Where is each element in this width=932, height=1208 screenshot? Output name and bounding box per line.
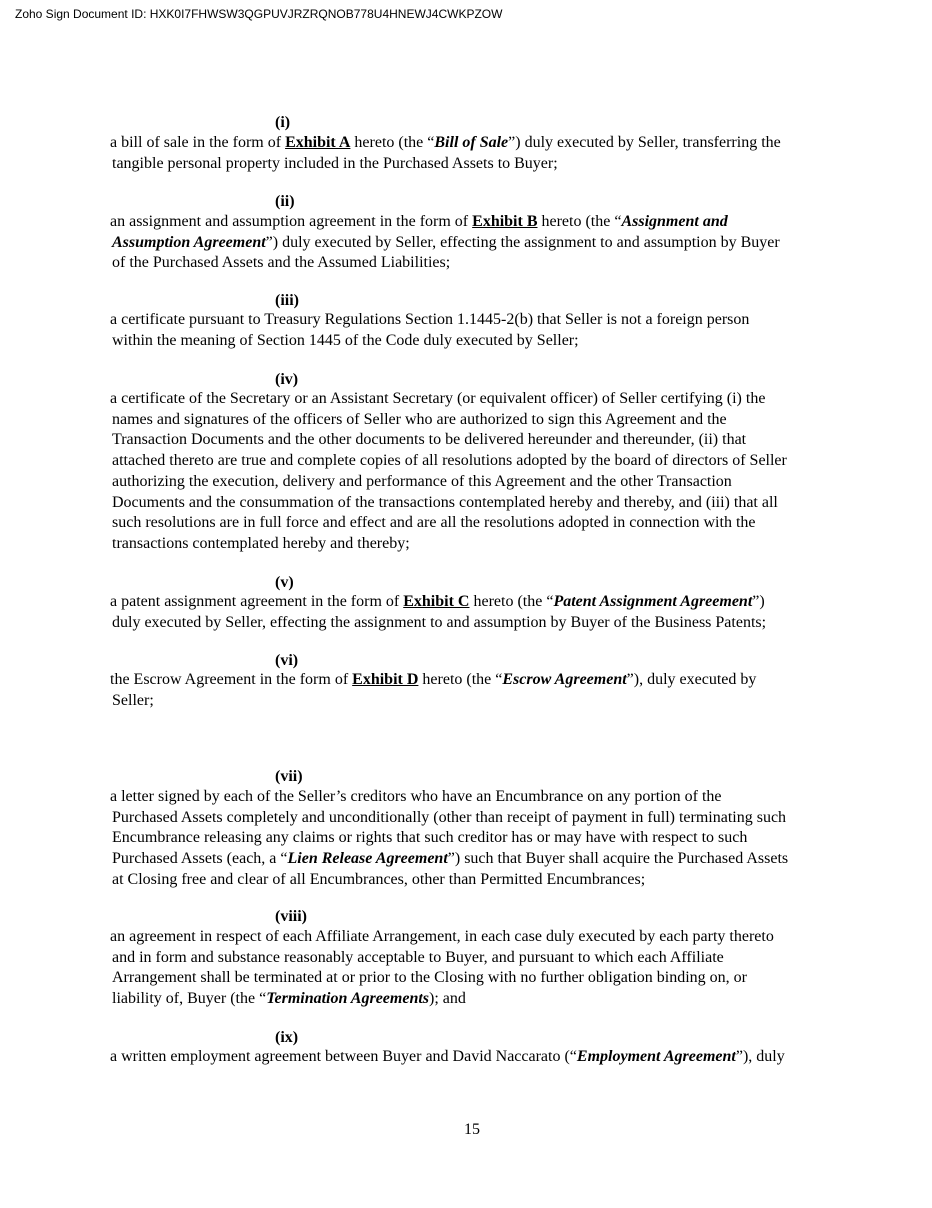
text-line: Seller;	[112, 691, 154, 709]
clause-text	[110, 787, 840, 891]
text-line: Documents and the consummation of the transactions contemplated hereby and thereby, and (iii) that all	[112, 493, 778, 511]
clause-marker: (ii)	[275, 193, 295, 210]
page-number: 15	[464, 1121, 480, 1138]
text-line: Purchased Assets completely and unconditionally (other than receipt of payment in full) terminating such	[112, 808, 787, 826]
clause-text	[110, 389, 840, 555]
exhibit-reference: Exhibit D	[352, 671, 419, 688]
text-line: a certificate pursuant to Treasury Regulations Section 1.1445-2(b) that Seller is not a foreign person	[110, 311, 750, 328]
text-line: a bill of sale in the form of Exhibit A hereto (the “Bill of Sale”) duly executed by Seller, transferring the	[110, 134, 781, 151]
text-line: such resolutions are in full force and effect and are all the resolutions adopted in connection with the	[112, 514, 756, 532]
clause-text	[110, 133, 840, 174]
text-line: an agreement in respect of each Affiliate Arrangement, in each case duly executed by each party thereto	[110, 928, 774, 945]
exhibit-reference: Exhibit C	[403, 593, 470, 610]
text-line: and in form and substance reasonably acceptable to Buyer, and pursuant to which each Affiliate	[112, 948, 724, 966]
defined-term: Patent Assignment Agreement	[553, 593, 753, 610]
text-line: Encumbrance releasing any claims or rights that such creditor has or may have with respect to such	[112, 829, 748, 847]
clause-marker: (vi)	[275, 652, 299, 669]
text-line: duly executed by Seller, effecting the assignment to and assumption by Buyer of the Business Patents;	[112, 613, 767, 631]
text-line: liability of, Buyer (the “Termination Agreements); and	[112, 990, 466, 1008]
defined-term: Employment Agreement	[576, 1048, 736, 1065]
text-line: a letter signed by each of the Seller’s creditors who have an Encumbrance on any portion of the	[110, 788, 722, 805]
text-line: Purchased Assets (each, a “Lien Release Agreement”) such that Buyer shall acquire the Purchased Assets	[112, 850, 789, 868]
clause-marker: (iv)	[275, 371, 299, 388]
text-line: tangible personal property included in the Purchased Assets to Buyer;	[112, 154, 558, 172]
text-line: of the Purchased Assets and the Assumed Liabilities;	[112, 254, 451, 272]
defined-term: Assumption Agreement	[112, 233, 266, 251]
clause-marker: (iii)	[275, 292, 299, 309]
text-line: authorizing the execution, delivery and performance of this Agreement and the other Transaction	[112, 472, 732, 490]
defined-term: Bill of Sale	[434, 134, 509, 151]
clause-marker: (ix)	[275, 1029, 299, 1046]
clause-text	[110, 670, 840, 711]
clause-marker: (vii)	[275, 768, 303, 785]
defined-term: Lien Release Agreement	[287, 850, 448, 868]
text-line: names and signatures of the officers of Seller who are authorized to sign this Agreement and the	[112, 410, 727, 428]
text-line: a patent assignment agreement in the form of Exhibit C hereto (the “Patent Assignment Agreement”)	[110, 593, 765, 610]
defined-term: Assignment and	[621, 213, 728, 230]
clause-marker: (i)	[275, 114, 291, 131]
text-line: a certificate of the Secretary or an Assistant Secretary (or equivalent officer) of Seller certifying (i) the	[110, 390, 766, 407]
document-id-header: Zoho Sign Document ID: HXK0I7FHWSW3QGPUVJRZRQNOB778U4HNEWJ4CWKPZOW	[15, 7, 503, 21]
text-line: a written employment agreement between Buyer and David Naccarato (“Employment Agreement”), duly	[110, 1048, 785, 1065]
clause-text	[110, 310, 840, 351]
text-line: attached thereto are true and complete copies of all resolutions adopted by the board of directors of Seller	[112, 452, 787, 470]
exhibit-reference: Exhibit B	[472, 213, 538, 230]
clause-marker: (viii)	[275, 908, 307, 925]
clause-text	[110, 592, 840, 633]
clause-text	[110, 1047, 840, 1068]
text-line: within the meaning of Section 1445 of the Code duly executed by Seller;	[112, 331, 579, 349]
clause-text	[110, 927, 840, 1010]
text-line: Arrangement shall be terminated at or prior to the Closing with no further obligation binding on, or	[112, 969, 747, 987]
text-line: transactions contemplated hereby and thereby;	[112, 534, 410, 552]
clause-text	[110, 212, 840, 274]
text-line: Transaction Documents and the other documents to be delivered hereunder and thereunder, (ii) that	[112, 431, 747, 449]
defined-term: Escrow Agreement	[502, 671, 627, 688]
defined-term: Termination Agreements	[266, 990, 430, 1008]
exhibit-reference: Exhibit A	[285, 134, 351, 151]
text-line: Assumption Agreement”) duly executed by Seller, effecting the assignment to and assumption by Buyer	[112, 233, 780, 251]
text-line: an assignment and assumption agreement in the form of Exhibit B hereto (the “Assignment and	[110, 213, 728, 230]
text-line: the Escrow Agreement in the form of Exhibit D hereto (the “Escrow Agreement”), duly executed by	[110, 671, 757, 688]
clause-marker: (v)	[275, 574, 294, 591]
text-line: at Closing free and clear of all Encumbrances, other than Permitted Encumbrances;	[112, 870, 646, 888]
